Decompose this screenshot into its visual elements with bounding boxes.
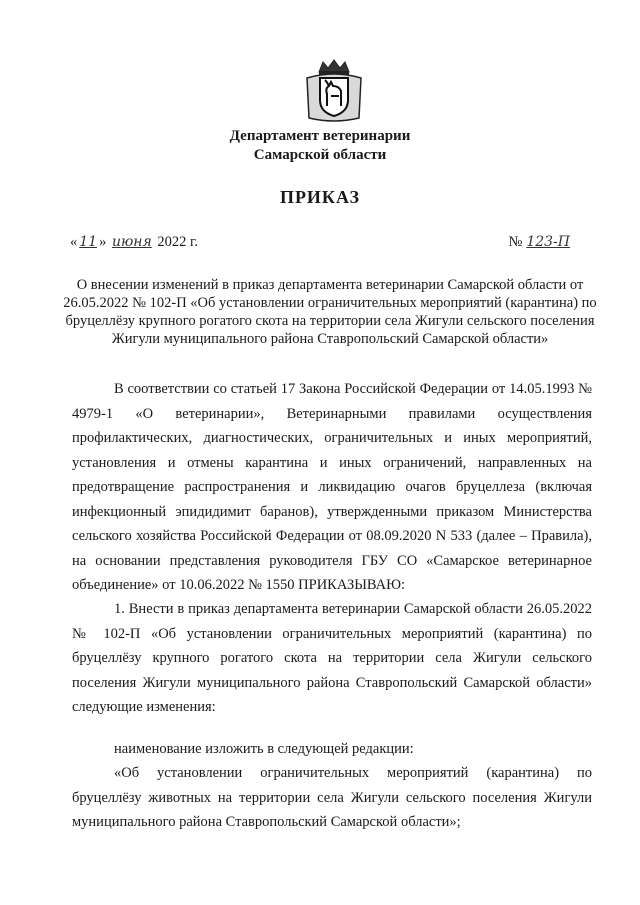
number-prefix: №: [508, 234, 523, 250]
number-value: 123-П: [526, 234, 570, 250]
document-number: [508, 234, 570, 251]
department-line-2: Самарской области: [253, 147, 387, 163]
department-name: [0, 127, 640, 165]
coat-of-arms-icon: [303, 58, 365, 124]
paragraph-item-1: 1. Внести в приказ департамента ветеринарии Самарской области 26.05.2022 № 102-П «Об установлении ограничительных мероприятий (карантина) по бруцеллёзу крупного рогатого скота на территории села Жигули сельского поселения Жигули муниципального района Ставропольский Самарской области» следующие изменения:: [72, 601, 592, 715]
date-open-quote: «: [70, 234, 78, 250]
paragraph-preamble: В соответствии со статьей 17 Закона Российской Федерации от 14.05.1993 № 4979-1 «О ветеринарии», Ветеринарными правилами осуществления профилактических, диагностических, ограничительных и иных мероприятий, установления и отмены карантина и иных ограничений, направленных на предотвращение распространения и ликвидацию очагов бруцеллеза (включая инфекционный эпидидимит баранов), утвержденными приказом Министерства сельского хозяйства Российской Федерации от 08.09.2020 N 533 (далее – Правила), на основании представления руководителя ГБУ СО «Самарское ветеринарное объединение» от 10.06.2022 № 1550 ПРИКАЗЫВАЮ:: [72, 381, 592, 593]
date-day: 11: [79, 234, 98, 250]
document-subject: О внесении изменений в приказ департамента ветеринарии Самарской области от 26.05.2022 № 102-П «Об установлении ограничительных мероприятий (карантина) по бруцеллёзу крупного рогатого скота на территории села Жигули сельского поселения Жигули муниципального района Ставропольский Самарской области»: [63, 277, 597, 347]
document-title: ПРИКАЗ: [279, 187, 361, 207]
date-year: 2022 г.: [157, 234, 198, 250]
date-close-quote: »: [99, 234, 107, 250]
paragraph-new-title: «Об установлении ограничительных мероприятий (карантина) по бруцеллёзу животных на территории села Жигули сельского поселения Жигули муниципального района Ставропольский Самарской области»;: [72, 765, 592, 830]
document-date: [70, 234, 198, 251]
date-month: июня: [111, 234, 152, 250]
department-line-1: Департамент ветеринарии: [229, 128, 411, 144]
paragraph-instruction: наименование изложить в следующей редакции:: [114, 741, 414, 757]
